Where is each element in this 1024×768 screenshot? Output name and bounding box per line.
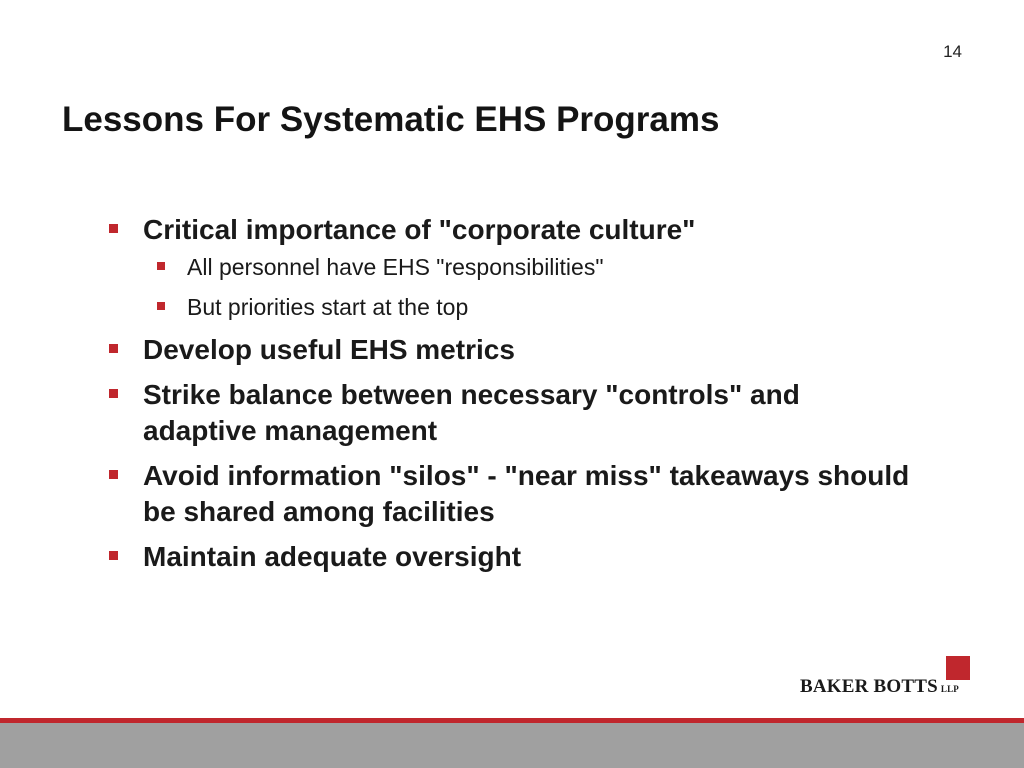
square-bullet-icon: [157, 262, 165, 270]
slide-title: Lessons For Systematic EHS Programs: [62, 100, 720, 139]
bullet-item: [106, 458, 916, 530]
sub-bullet-list: [143, 252, 916, 322]
logo-suffix: LLP: [940, 684, 959, 694]
square-bullet-icon: [109, 224, 118, 233]
sub-bullet-item: [143, 252, 916, 282]
square-bullet-icon: [157, 302, 165, 310]
square-bullet-icon: [109, 470, 118, 479]
page-number: 14: [943, 42, 962, 61]
square-bullet-icon: [109, 551, 118, 560]
bullet-item: [106, 539, 916, 575]
bullet-item: [106, 377, 916, 449]
bullet-item: [106, 212, 916, 322]
square-bullet-icon: [109, 344, 118, 353]
baker-botts-logo: [800, 656, 972, 700]
bullet-text: Maintain adequate oversight: [143, 541, 522, 572]
logo-name: BAKER BOTTS: [800, 676, 938, 697]
square-bullet-icon: [109, 389, 118, 398]
logo-wordmark: [800, 676, 959, 698]
footer-bar: [0, 723, 1024, 768]
bullet-text: Avoid information "silos" - "near miss" takeaways should be shared among facilities: [143, 460, 910, 527]
bullet-text: Develop useful EHS metrics: [143, 334, 515, 365]
sub-bullet-text: All personnel have EHS "responsibilities": [187, 254, 604, 280]
bullet-list: [106, 212, 916, 584]
sub-bullet-item: [143, 292, 916, 322]
bullet-text: Critical importance of "corporate culture": [143, 214, 696, 245]
sub-bullet-text: But priorities start at the top: [187, 294, 469, 320]
bullet-text: Strike balance between necessary "controls" and adaptive management: [143, 379, 800, 446]
bullet-item: [106, 332, 916, 368]
